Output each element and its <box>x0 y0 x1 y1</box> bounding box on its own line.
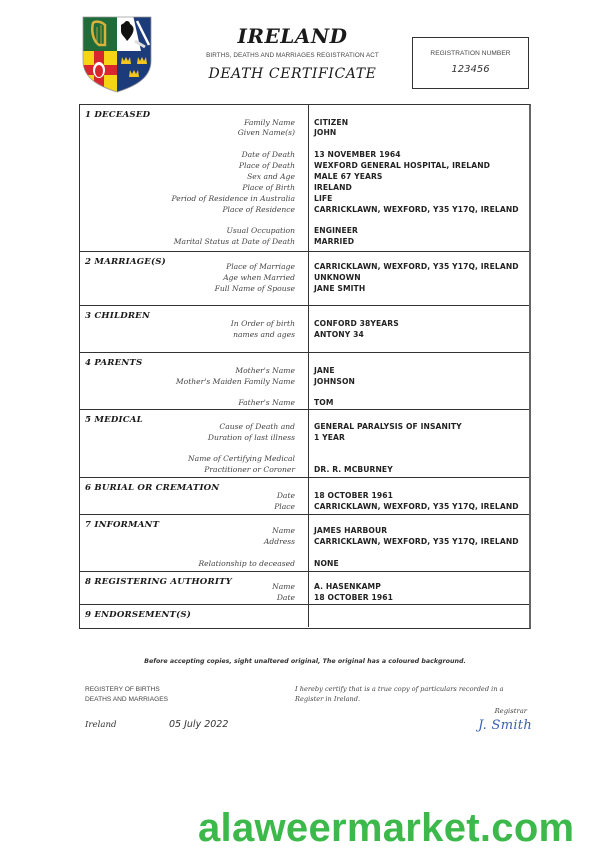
column-divider <box>308 478 309 514</box>
field-value: WEXFORD GENERAL HOSPITAL, IRELAND <box>314 161 491 170</box>
field-value: CONFORD 38YEARS <box>314 319 399 328</box>
column-divider <box>308 105 309 251</box>
field-value: 13 NOVEMBER 1964 <box>314 150 401 159</box>
ireland-coat-of-arms-icon <box>81 15 153 93</box>
field-value: 1 YEAR <box>314 433 345 442</box>
section-deceased <box>80 105 529 252</box>
section-title: 2 MARRIAGE(S) <box>85 257 166 267</box>
field-label: Place of Marriage <box>226 262 295 271</box>
field-label: Place <box>274 502 295 511</box>
column-divider <box>308 306 309 352</box>
section-endorsements <box>80 605 529 627</box>
field-label: Marital Status at Date of Death <box>173 237 295 246</box>
field-label: Cause of Death and <box>219 422 295 431</box>
field-value: CARRICKLAWN, WEXFORD, Y35 Y17Q, IRELAND <box>314 262 519 271</box>
section-title: 5 MEDICAL <box>85 415 143 425</box>
field-value: MALE 67 YEARS <box>314 172 383 181</box>
field-value: TOM <box>314 398 334 407</box>
field-label: Date <box>276 491 295 500</box>
field-label: Address <box>263 537 295 546</box>
section-title: 9 ENDORSEMENT(S) <box>85 610 192 620</box>
column-divider <box>308 515 309 571</box>
field-value: CARRICKLAWN, WEXFORD, Y35 Y17Q, IRELAND <box>314 205 519 214</box>
column-divider <box>308 605 309 627</box>
country-title: IRELAND <box>237 24 348 48</box>
column-divider <box>308 252 309 305</box>
field-value: ENGINEER <box>314 226 358 235</box>
field-label: Name of Certifying Medical <box>188 454 295 463</box>
field-label: Sex and Age <box>247 172 295 181</box>
field-label: Relationship to deceased <box>198 559 295 568</box>
registrar-label: Registrar <box>494 707 527 715</box>
field-label: Name <box>272 526 295 535</box>
watermark-text: alaweermarket.com <box>198 806 575 850</box>
field-label: Name <box>272 582 295 591</box>
field-label: Family Name <box>244 118 295 127</box>
field-value: CARRICKLAWN, WEXFORD, Y35 Y17Q, IRELAND <box>314 502 519 511</box>
field-value: DR. R. MCBURNEY <box>314 465 393 474</box>
field-label: In Order of birth <box>230 319 295 328</box>
registration-number-box <box>412 37 529 89</box>
section-burial <box>80 478 529 515</box>
field-label: Date of Death <box>241 150 295 159</box>
field-value: JANE SMITH <box>314 284 366 293</box>
field-value: JANE <box>314 366 335 375</box>
certificate-table <box>79 104 531 629</box>
column-divider <box>308 353 309 409</box>
field-value: IRELAND <box>314 183 352 192</box>
field-label: Date <box>276 593 295 602</box>
document-title: DEATH CERTIFICATE <box>208 66 377 82</box>
field-value: MARRIED <box>314 237 355 246</box>
field-label: Father's Name <box>238 398 295 407</box>
field-value: JAMES HARBOUR <box>314 526 388 535</box>
field-value: CITIZEN <box>314 118 349 127</box>
certification-statement <box>295 685 535 704</box>
field-value: 18 OCTOBER 1961 <box>314 491 393 500</box>
section-medical <box>80 410 529 478</box>
section-title: 1 DECEASED <box>85 110 151 120</box>
field-label: Period of Residence in Australia <box>171 194 295 203</box>
section-registering-authority <box>80 572 529 605</box>
section-title: 3 CHILDREN <box>85 311 150 321</box>
section-children <box>80 306 529 353</box>
field-label: Mother's Maiden Family Name <box>175 377 295 386</box>
field-label: Usual Occupation <box>226 226 295 235</box>
field-label: Given Name(s) <box>237 128 295 137</box>
field-value: UNKNOWN <box>314 273 361 282</box>
field-label: Mother's Name <box>235 366 295 375</box>
certify-line-1: I hereby certify that is a true copy of particulars recorded in a <box>295 685 504 693</box>
registry-line-1: REGISTERY OF BIRTHS <box>85 686 160 693</box>
column-divider <box>308 410 309 477</box>
original-notice: Before accepting copies, sight unaltered original, The original has a coloured background. <box>144 658 466 665</box>
field-label: Place of Residence <box>222 205 295 214</box>
field-label: names and ages <box>233 330 295 339</box>
field-value: NONE <box>314 559 339 568</box>
issue-place: Ireland <box>85 720 117 730</box>
field-value: A. HASENKAMP <box>314 582 381 591</box>
registry-name <box>85 685 168 704</box>
field-label: Age when Married <box>223 273 295 282</box>
issue-date: 05 July 2022 <box>169 719 229 730</box>
registrar-signature: J. Smith <box>478 718 532 733</box>
section-title: 8 REGISTERING AUTHORITY <box>85 577 232 587</box>
section-marriages <box>80 252 529 306</box>
registration-number-value: 123456 <box>451 64 490 75</box>
section-title: 4 PARENTS <box>85 358 143 368</box>
field-label: Full Name of Spouse <box>214 284 295 293</box>
registration-act: BIRTHS, DEATHS AND MARRIAGES REGISTRATION ACT <box>206 52 379 59</box>
certify-line-2: Register in Ireland. <box>295 694 361 703</box>
field-value: JOHN <box>314 128 337 137</box>
section-informant <box>80 515 529 572</box>
field-label: Place of Death <box>238 161 295 170</box>
field-label: Place of Birth <box>242 183 295 192</box>
field-value: LIFE <box>314 194 333 203</box>
registration-number-label: REGISTRATION NUMBER <box>430 50 511 57</box>
registry-line-2: DEATHS AND MARRIAGES <box>85 695 169 703</box>
field-value: GENERAL PARALYSIS OF INSANITY <box>314 422 462 431</box>
field-value: CARRICKLAWN, WEXFORD, Y35 Y17Q, IRELAND <box>314 537 519 546</box>
field-value: JOHNSON <box>314 377 355 386</box>
field-label: Practitioner or Coroner <box>204 465 295 474</box>
section-parents <box>80 353 529 410</box>
section-title: 6 BURIAL OR CREMATION <box>85 483 220 493</box>
column-divider <box>308 572 309 604</box>
field-label: Duration of last illness <box>207 433 295 442</box>
field-value: 18 OCTOBER 1961 <box>314 593 393 602</box>
field-value: ANTONY 34 <box>314 330 364 339</box>
section-title: 7 INFORMANT <box>85 520 160 530</box>
